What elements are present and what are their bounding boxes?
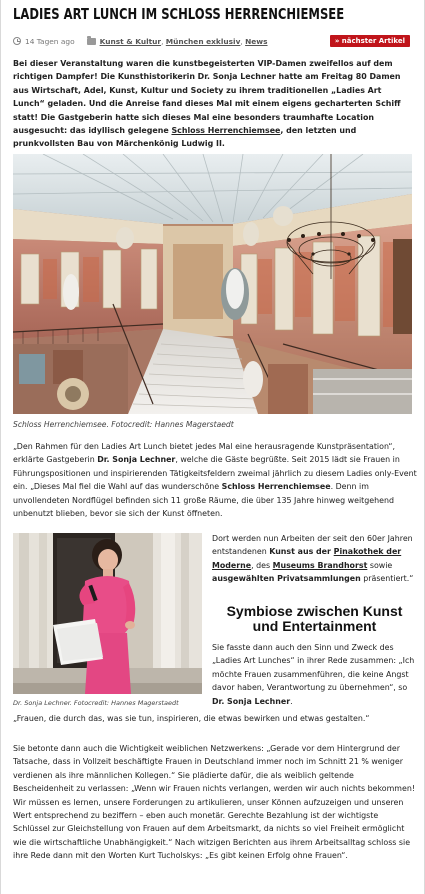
hero-photo-staircase <box>13 154 412 414</box>
category-link-muenchen[interactable]: München exklusiv <box>165 37 241 46</box>
schloss-link[interactable]: Schloss Herrenchiemsee <box>171 126 281 136</box>
section-heading: Symbiose zwischen Kunst und Entertainment <box>226 603 403 634</box>
speaker-caption: Dr. Sonja Lechner. Fotocredit: Hannes Magerstaedt <box>13 699 179 707</box>
category-link-news[interactable]: News <box>245 37 268 46</box>
next-article-button[interactable]: » nächster Artikel <box>330 35 410 47</box>
body-paragraph-1: „Den Rahmen für den Ladies Art Lunch bietet jedes Mal eine herausragende Kunstpräsentation“, erklärte Gastgeberin Dr. Sonja Lechner, welche die Gäste begrüßte. Seit 2015 lädt sie Frauen in Führungspositionen und inspirierenden Tätigkeitsfeldern zweimal jährlich zu diesem Ladies only-Event ein. „Dieses Mal fiel die Wahl auf das wunderschöne Schloss Herrenchiemsee. Denn im unvollendeten Nordflügel befinden sich 11 große Räume, die über 135 Jahre hinweg weitgehend unbenutzt blieben, bevor sie sich der Kunst öffneten. <box>13 442 417 519</box>
clock-icon <box>13 37 21 45</box>
article-meta: 14 Tagen ago Kunst & Kultur, München exklusiv, News <box>13 36 417 48</box>
pinakothek-link[interactable]: Pinakothek der Moderne <box>212 547 402 570</box>
category-link-kunst[interactable]: Kunst & Kultur <box>99 37 162 46</box>
hero-caption: Schloss Herrenchiemsee. Fotocredit: Hannes Magerstaedt <box>13 420 234 429</box>
folder-icon <box>87 38 96 45</box>
body-paragraph-3-continued: „Frauen, die durch das, was sie tun, inspirieren, die etwas bewirken und etwas gestalten.“ <box>13 714 370 723</box>
article-title: LADIES ART LUNCH IM SCHLOSS HERRENCHIEMSEE <box>13 5 345 23</box>
brandhorst-link[interactable]: Museums Brandhorst <box>272 560 368 570</box>
body-paragraph-3: Sie fasste dann auch den Sinn und Zweck des „Ladies Art Lunches“ in ihrer Rede zusammen: „Ich möchte Frauen zusammenführen, die keine Angst davor haben, Verantwortung zu übernehmen“, so Dr. Sonja Lechner. <box>212 643 415 706</box>
body-paragraph-2: Dort werden nun Arbeiten der seit den 60er Jahren entstandenen Kunst aus der Pinakothek der Moderne, des Museums Brandhorst sowie ausgewählten Privatsammlungen präsentiert.“ <box>212 534 414 584</box>
speaker-photo <box>13 533 202 694</box>
lead-paragraph: Bei dieser Veranstaltung waren die kunstbegeisterten VIP-Damen zweifellos auf dem richtigen Dampfer! Die Kunsthistorikerin Dr. Sonja Lechner hatte am Freitag 80 Damen aus Wirtschaft, Adel, Kunst, Kultur und Society zu ihrem traditionellen „Ladies Art Lunch“ geladen. Und die Anreise fand dieses Mal mit einem eigens gecharterten Schiff statt! Die Gastgeberin hatte sich dieses Mal eine besonders traumhafte Location ausgesucht: das idyllisch gelegene Schloss Herrenchiemsee, den letzten und prunkvollsten Bau von Märchenkönig Ludwig II. <box>13 59 401 149</box>
time-ago: 14 Tagen ago <box>25 37 75 46</box>
body-paragraph-4: Sie betonte dann auch die Wichtigkeit weiblichen Netzwerkens: „Gerade vor dem Hintergrund der Tatsache, dass in Vollzeit beschäftigte Frauen in Deutschland immer noch im Schnitt 21 % weniger verdienen als ihre männlichen Kollegen.“ Sie plädierte dafür, die als weiblich geltende Bescheidenheit zu verlassen: „Wenn wir Frauen nichts verlangen, werden wir auch nichts bekommen! Wir müssen es lernen, unsere Forderungen zu artikulieren, unser Können aufzuzeigen und unseren Wert entsprechend zu beziffern – eben auch monetär. Gerechte Bezahlung ist der wichtigste Schlüssel zur Gleichstellung von Frauen auf dem Arbeitsmarkt, da nichts so viel Freiheit ermöglicht wie die wirtschaftliche Unabhängigkeit.“ Nach witzigen Berichten aus ihrem Arbeitsalltag schloss sie ihre Rede dann mit den Worten Kurt Tucholskys: „Es gibt keinen Erfolg ohne Frauen“. <box>13 744 415 861</box>
